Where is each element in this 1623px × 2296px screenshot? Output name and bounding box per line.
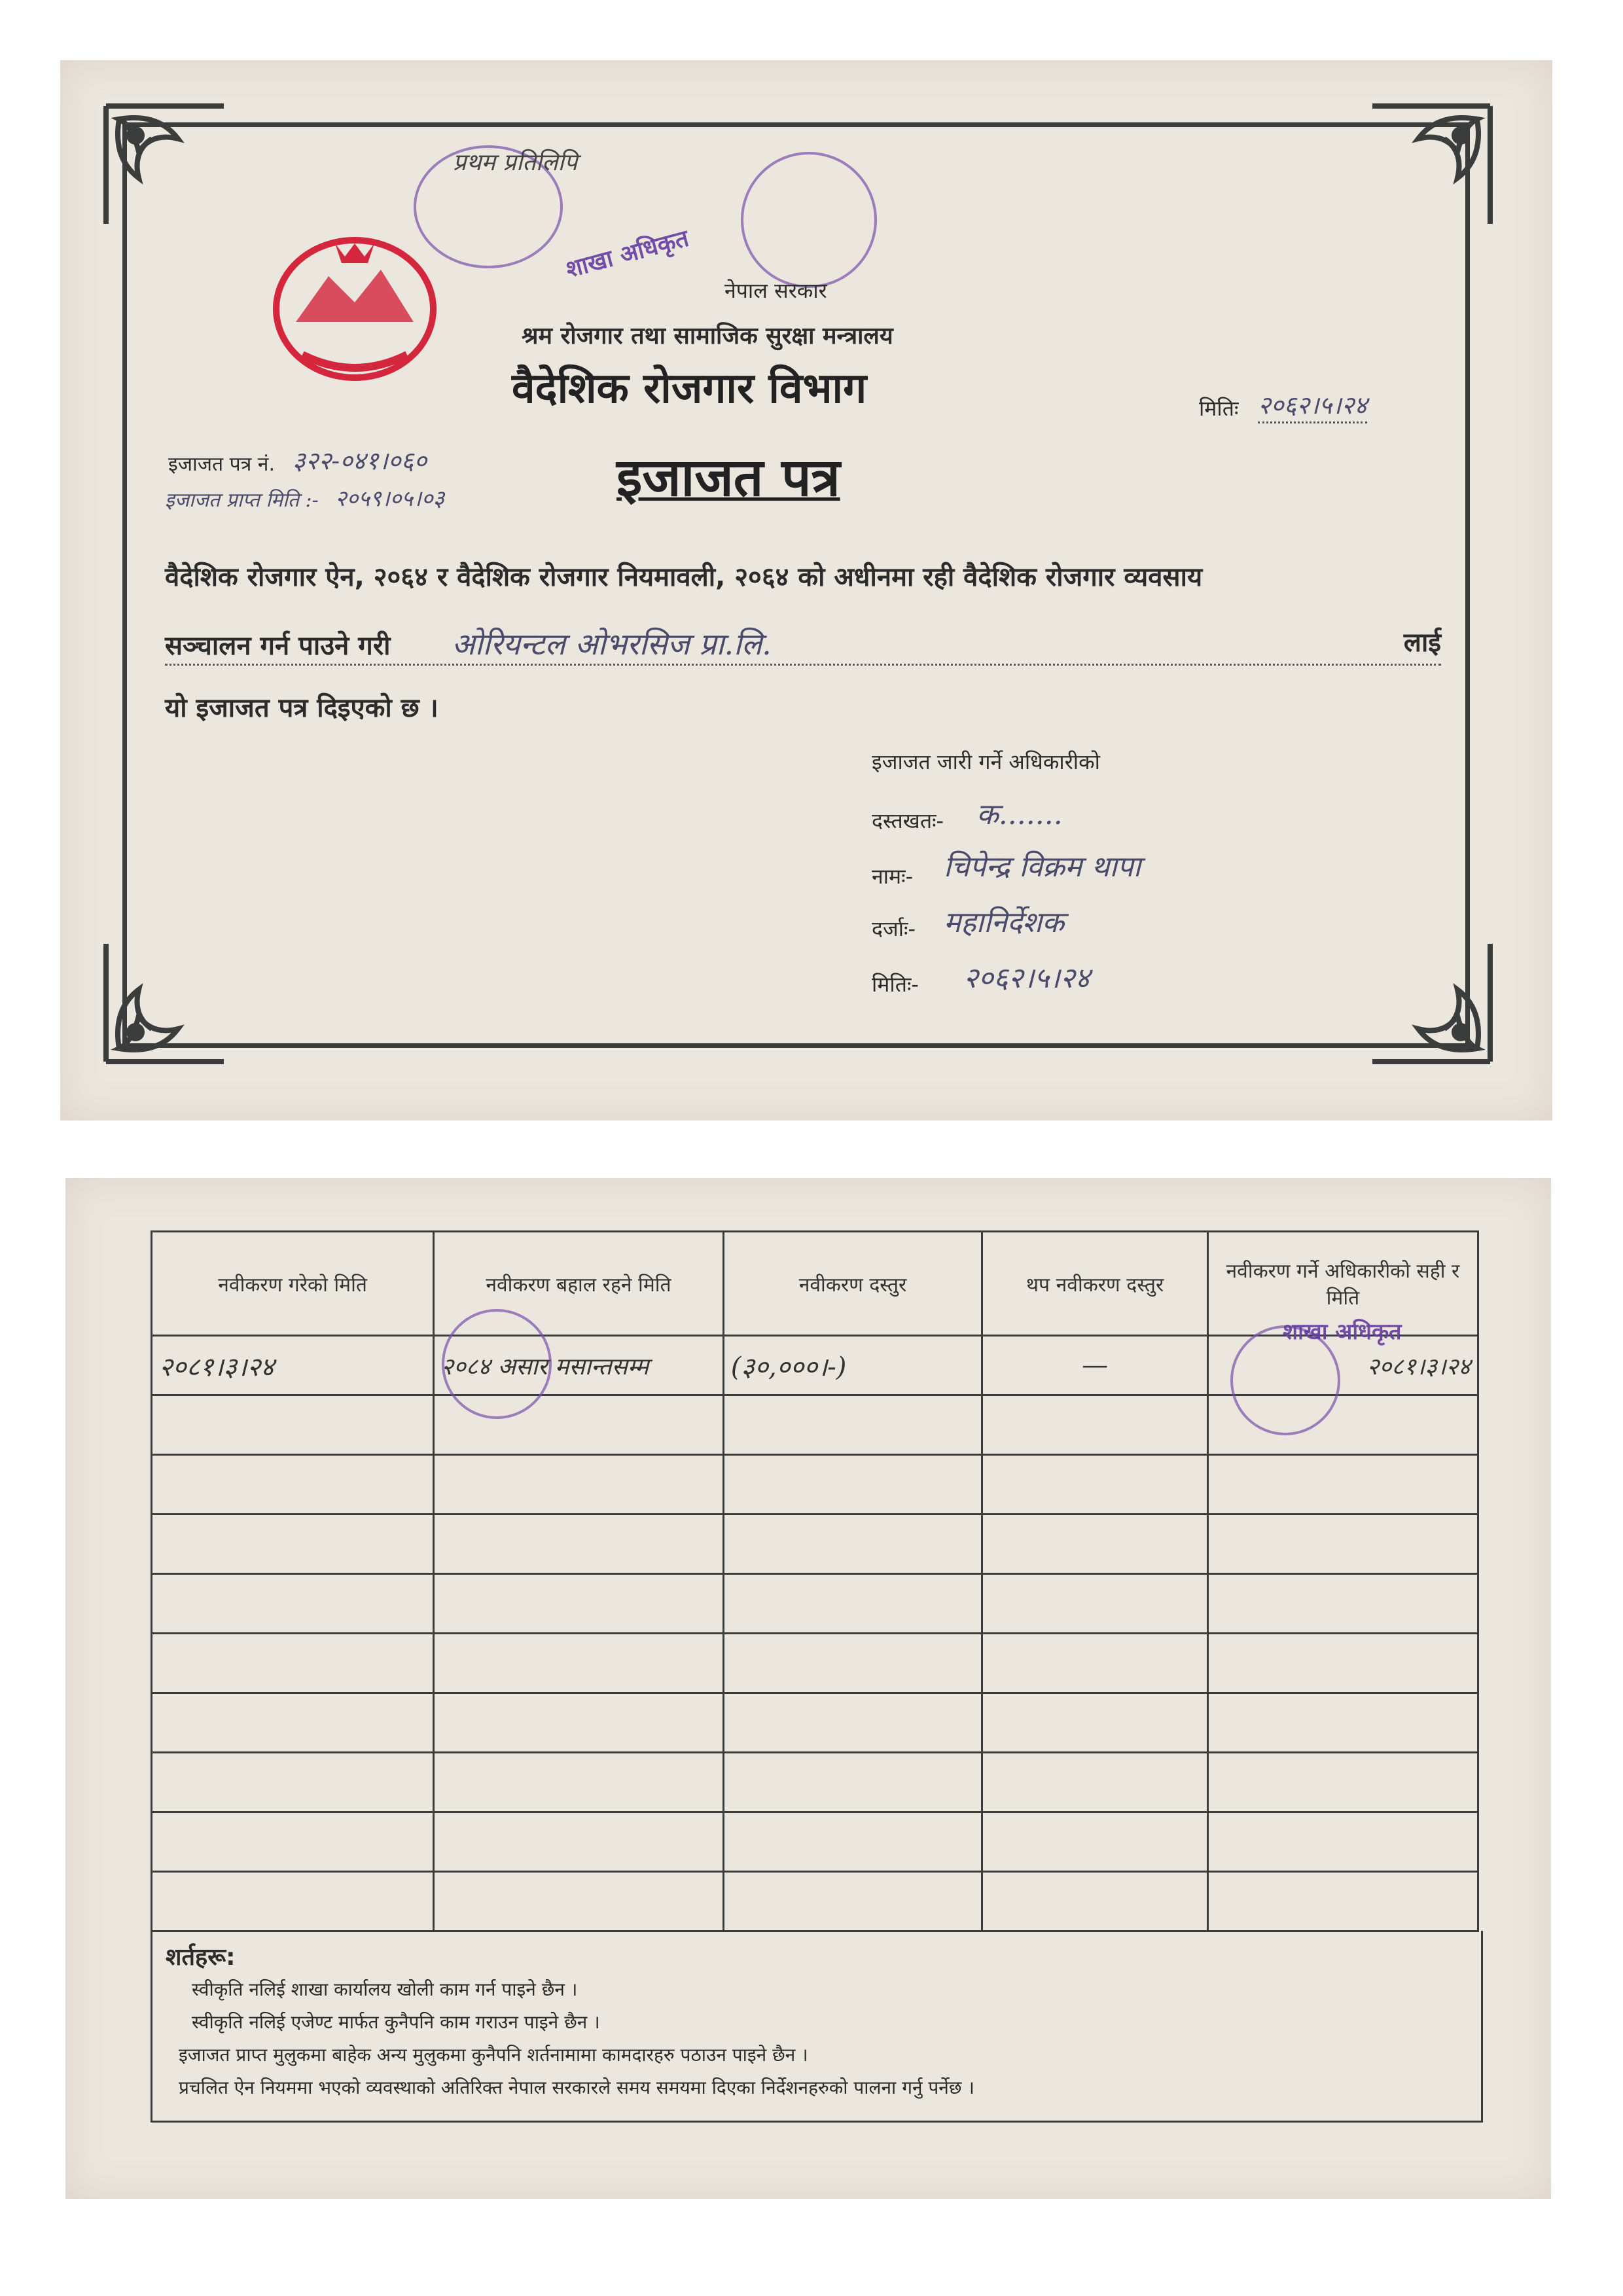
department-name: वैदेशिक रोजगार विभाग	[512, 365, 867, 413]
stamp-text: शाखा अधिकृत	[563, 224, 692, 284]
stamp-text: शाखा अधिकृत	[1283, 1319, 1402, 1345]
permit-date-value: २०५९।०५।०३	[335, 486, 445, 512]
page-title: इजाजत पत्र	[616, 447, 840, 508]
issue-date-label: मितिः-	[872, 972, 919, 997]
permit-date-label: इजाजत प्राप्त मिति :-	[165, 489, 319, 512]
round-stamp-icon	[741, 152, 877, 288]
condition-item: स्वीकृति नलिई एजेण्ट मार्फत कुनैपनि काम गराउन पाइने छैन ।	[192, 2011, 600, 2033]
corner-ornament-icon	[1366, 937, 1497, 1068]
condition-item: स्वीकृति नलिई शाखा कार्यालय खोली काम गर्न पाइने छैन ।	[192, 1979, 578, 2000]
table-row	[152, 1574, 1478, 1634]
corner-ornament-icon	[99, 937, 230, 1068]
condition-item: प्रचलित ऐन नियममा भएको व्यवस्थाको अतिरिक्त नेपाल सरकारले समय समयमा दिएका निर्देशनहरुको पालना गर्नु पर्नेछ ।	[179, 2077, 974, 2098]
table-cell: २०८४ असार मसान्तसम्म	[434, 1336, 724, 1395]
table-header-row	[152, 1232, 1478, 1336]
table-row	[152, 1634, 1478, 1693]
name-label: नामः-	[872, 864, 914, 889]
table-cell: २०८१।३।२४	[1207, 1336, 1478, 1395]
licensee-name: ओरियन्टल ओभरसिज प्रा.लि.	[452, 626, 772, 662]
issue-date-value: २०६२।५।२४	[963, 961, 1090, 995]
issuer-label: इजाजत जारी गर्ने अधिकारीको	[872, 749, 1100, 774]
body-text	[165, 623, 1441, 666]
table-row	[152, 1812, 1478, 1872]
date-value: २०६२।५।२४	[1258, 387, 1367, 423]
ministry-name: श्रम रोजगार तथा सामाजिक सुरक्षा मन्त्रालय	[522, 323, 893, 350]
table-cell: २०८१।३।२४	[152, 1336, 434, 1395]
nepal-emblem-icon	[257, 217, 453, 387]
column-header: थप नवीकरण दस्तुर	[982, 1232, 1208, 1336]
body-prefix: सञ्चालन गर्न पाउने गरी	[165, 631, 391, 661]
table-row	[152, 1753, 1478, 1812]
body-suffix: लाई	[1403, 628, 1441, 658]
conditions-title: शर्तहरू:	[166, 1944, 236, 1971]
rank-value: महानिर्देशक	[944, 906, 1064, 939]
table-cell: —	[982, 1336, 1208, 1395]
corner-ornament-icon	[1366, 99, 1497, 230]
column-header: नवीकरण दस्तुर	[723, 1232, 982, 1336]
permit-no-label: इजाजत पत्र नं.	[168, 453, 275, 476]
signature-value: क.......	[976, 798, 1063, 831]
table-cell: (३०,०००।-)	[723, 1336, 982, 1395]
column-header: नवीकरण गरेको मिति	[152, 1232, 434, 1336]
column-header: नवीकरण गर्ने अधिकारीको सही र मिति	[1207, 1232, 1478, 1336]
back-page	[65, 1178, 1551, 2199]
corner-ornament-icon	[99, 99, 230, 230]
body-text: यो इजाजत पत्र दिइएको छ ।	[165, 693, 438, 723]
gov-name: नेपाल सरकार	[724, 278, 827, 303]
front-page	[60, 60, 1552, 1121]
condition-item: इजाजत प्राप्त मुलुकमा बाहेक अन्य मुलुकमा कुनैपनि शर्तनामामा कामदारहरु पठाउन पाइने छैन ।	[179, 2044, 808, 2066]
signature-label: दस्तखतः-	[872, 808, 944, 833]
conditions-box	[151, 1931, 1483, 2123]
rank-label: दर्जाः-	[872, 916, 916, 941]
permit-no-value: ३२२-०४१।०६०	[293, 446, 427, 475]
date-label: मितिः	[1199, 396, 1239, 421]
round-stamp-icon	[442, 1309, 552, 1419]
table-row	[152, 1515, 1478, 1574]
table-row	[152, 1455, 1478, 1515]
stamp-text: प्रथम प्रतिलिपि	[453, 149, 578, 176]
name-value: चिपेन्द्र विक्रम थापा	[944, 850, 1141, 884]
body-text: वैदेशिक रोजगार ऐन, २०६४ र वैदेशिक रोजगार नियमावली, २०६४ को अधीनमा रही वैदेशिक रोजगार व्यवसाय	[165, 562, 1203, 592]
table-row	[152, 1872, 1478, 1931]
table-row	[152, 1693, 1478, 1753]
column-header: नवीकरण बहाल रहने मिति	[434, 1232, 724, 1336]
